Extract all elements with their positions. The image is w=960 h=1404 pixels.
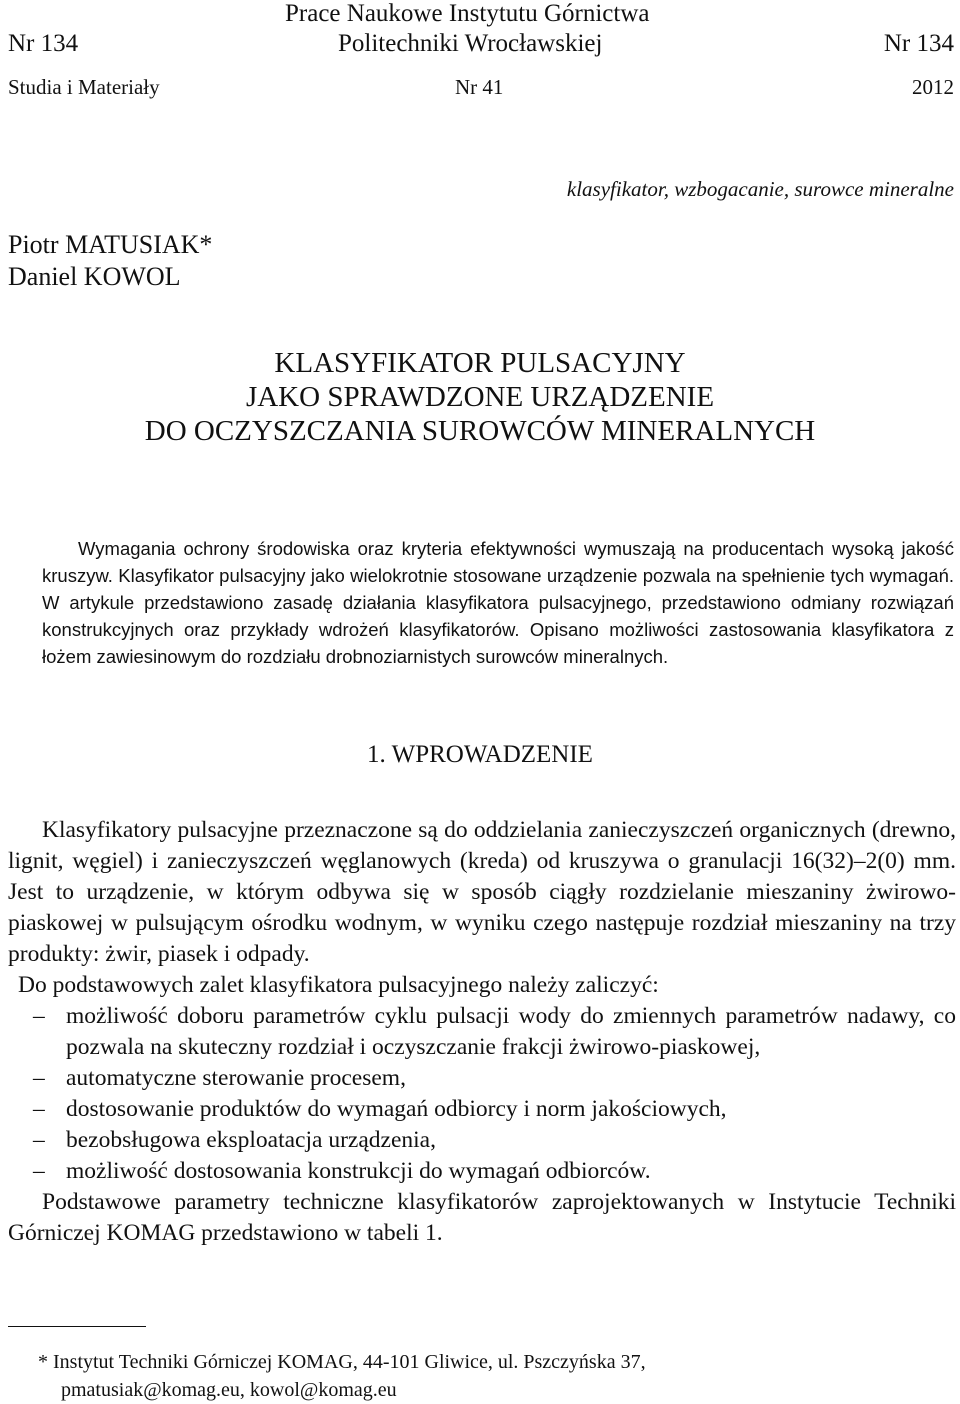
author-list (8, 229, 212, 293)
series-number: Nr 41 (455, 75, 504, 99)
publication-year: 2012 (912, 75, 954, 99)
list-item-text: automatyczne sterowanie procesem, (66, 1065, 406, 1091)
list-item-text: możliwość dostosowania konstrukcji do wymagań odbiorców. (66, 1158, 651, 1184)
body-text (8, 815, 956, 1249)
list-dash: – (33, 1065, 45, 1091)
title-line: DO OCZYSZCZANIA SUROWCÓW MINERALNYCH (144, 415, 816, 447)
list-dash: – (33, 1158, 45, 1184)
university-name: Politechniki Wrocławskiej (338, 30, 603, 57)
list-item-text: bezobsługowa eksploatacja urządzenia, (66, 1127, 436, 1153)
article-title (0, 346, 960, 448)
author-name: Piotr MATUSIAK* (8, 230, 213, 259)
list-item (8, 1094, 956, 1125)
advantages-list (8, 1001, 956, 1187)
list-dash: – (33, 1096, 45, 1122)
journal-name: Prace Naukowe Instytutu Górnictwa (285, 0, 650, 27)
list-dash: – (33, 1127, 45, 1153)
keywords: klasyfikator, wzbogacanie, surowce mineralne (566, 177, 954, 201)
title-line: JAKO SPRAWDZONE URZĄDZENIE (245, 381, 715, 413)
list-dash: – (33, 1003, 45, 1029)
author-name: Daniel KOWOL (8, 262, 181, 291)
paragraph: Do podstawowych zalet klasyfikatora pulsacyjnego należy zaliczyć: (18, 972, 659, 998)
footnote-separator (8, 1326, 146, 1327)
section-heading: 1. WPROWADZENIE (367, 741, 593, 768)
list-item (8, 1001, 956, 1063)
list-item (8, 1156, 956, 1187)
list-item-text: dostosowanie produktów do wymagań odbiorcy i norm jakościowych, (66, 1096, 727, 1122)
footnote-emails: pmatusiak@komag.eu, kowol@komag.eu (61, 1379, 397, 1401)
list-item-text: możliwość doboru parametrów cyklu pulsacji wody do zmiennych parametrów nadawy, co pozwala na skuteczny rozdział i oczyszczanie frakcji żwirowo-piaskowej, (66, 1003, 956, 1060)
list-item (8, 1063, 956, 1094)
abstract: Wymagania ochrony środowiska oraz kryteria efektywności wymuszają na producentach wysoką jakość kruszyw. Klasyfikator pulsacyjny jako wielokrotnie stosowane urządzenie pozwala na spełnienie tych wymagań. W artykule przedstawiono zasadę działania klasyfikatora pulsacyjnego, przedstawiono odmiany rozwiązań konstrukcyjnych oraz przykłady wdrożeń klasyfikatorów. Opisano możliwości zastosowania klasyfikatora z łożem zawiesinowym do rozdziału drobnoziarnistych surowców mineralnych. (42, 538, 954, 667)
paragraph: Podstawowe parametry techniczne klasyfikatorów zaprojektowanych w Instytucie Techniki Górniczej KOMAG przedstawiono w tabeli 1. (8, 1189, 956, 1246)
series-name: Studia i Materiały (8, 75, 160, 99)
issue-number-right: Nr 134 (883, 30, 954, 57)
footnote-affiliation: * Instytut Techniki Górniczej KOMAG, 44-101 Gliwice, ul. Pszczyńska 37, (38, 1351, 646, 1373)
paragraph: Klasyfikatory pulsacyjne przeznaczone są do oddzielania zanieczyszczeń organicznych (drewno, lignit, węgiel) i zanieczyszczeń węglanowych (kreda) od kruszywa o granulacji 16(32)–2(0) mm. Jest to urządzenie, w którym odbywa się w sposób ciągły rozdzielanie mieszaniny żwirowo-piaskowej w pulsującym ośrodku wodnym, w wyniku czego następuje rozdział mieszaniny na trzy produkty: żwir, piasek i odpady. (8, 817, 956, 967)
title-line: KLASYFIKATOR PULSACYJNY (274, 347, 686, 379)
issue-number-left: Nr 134 (8, 30, 79, 57)
list-item (8, 1125, 956, 1156)
